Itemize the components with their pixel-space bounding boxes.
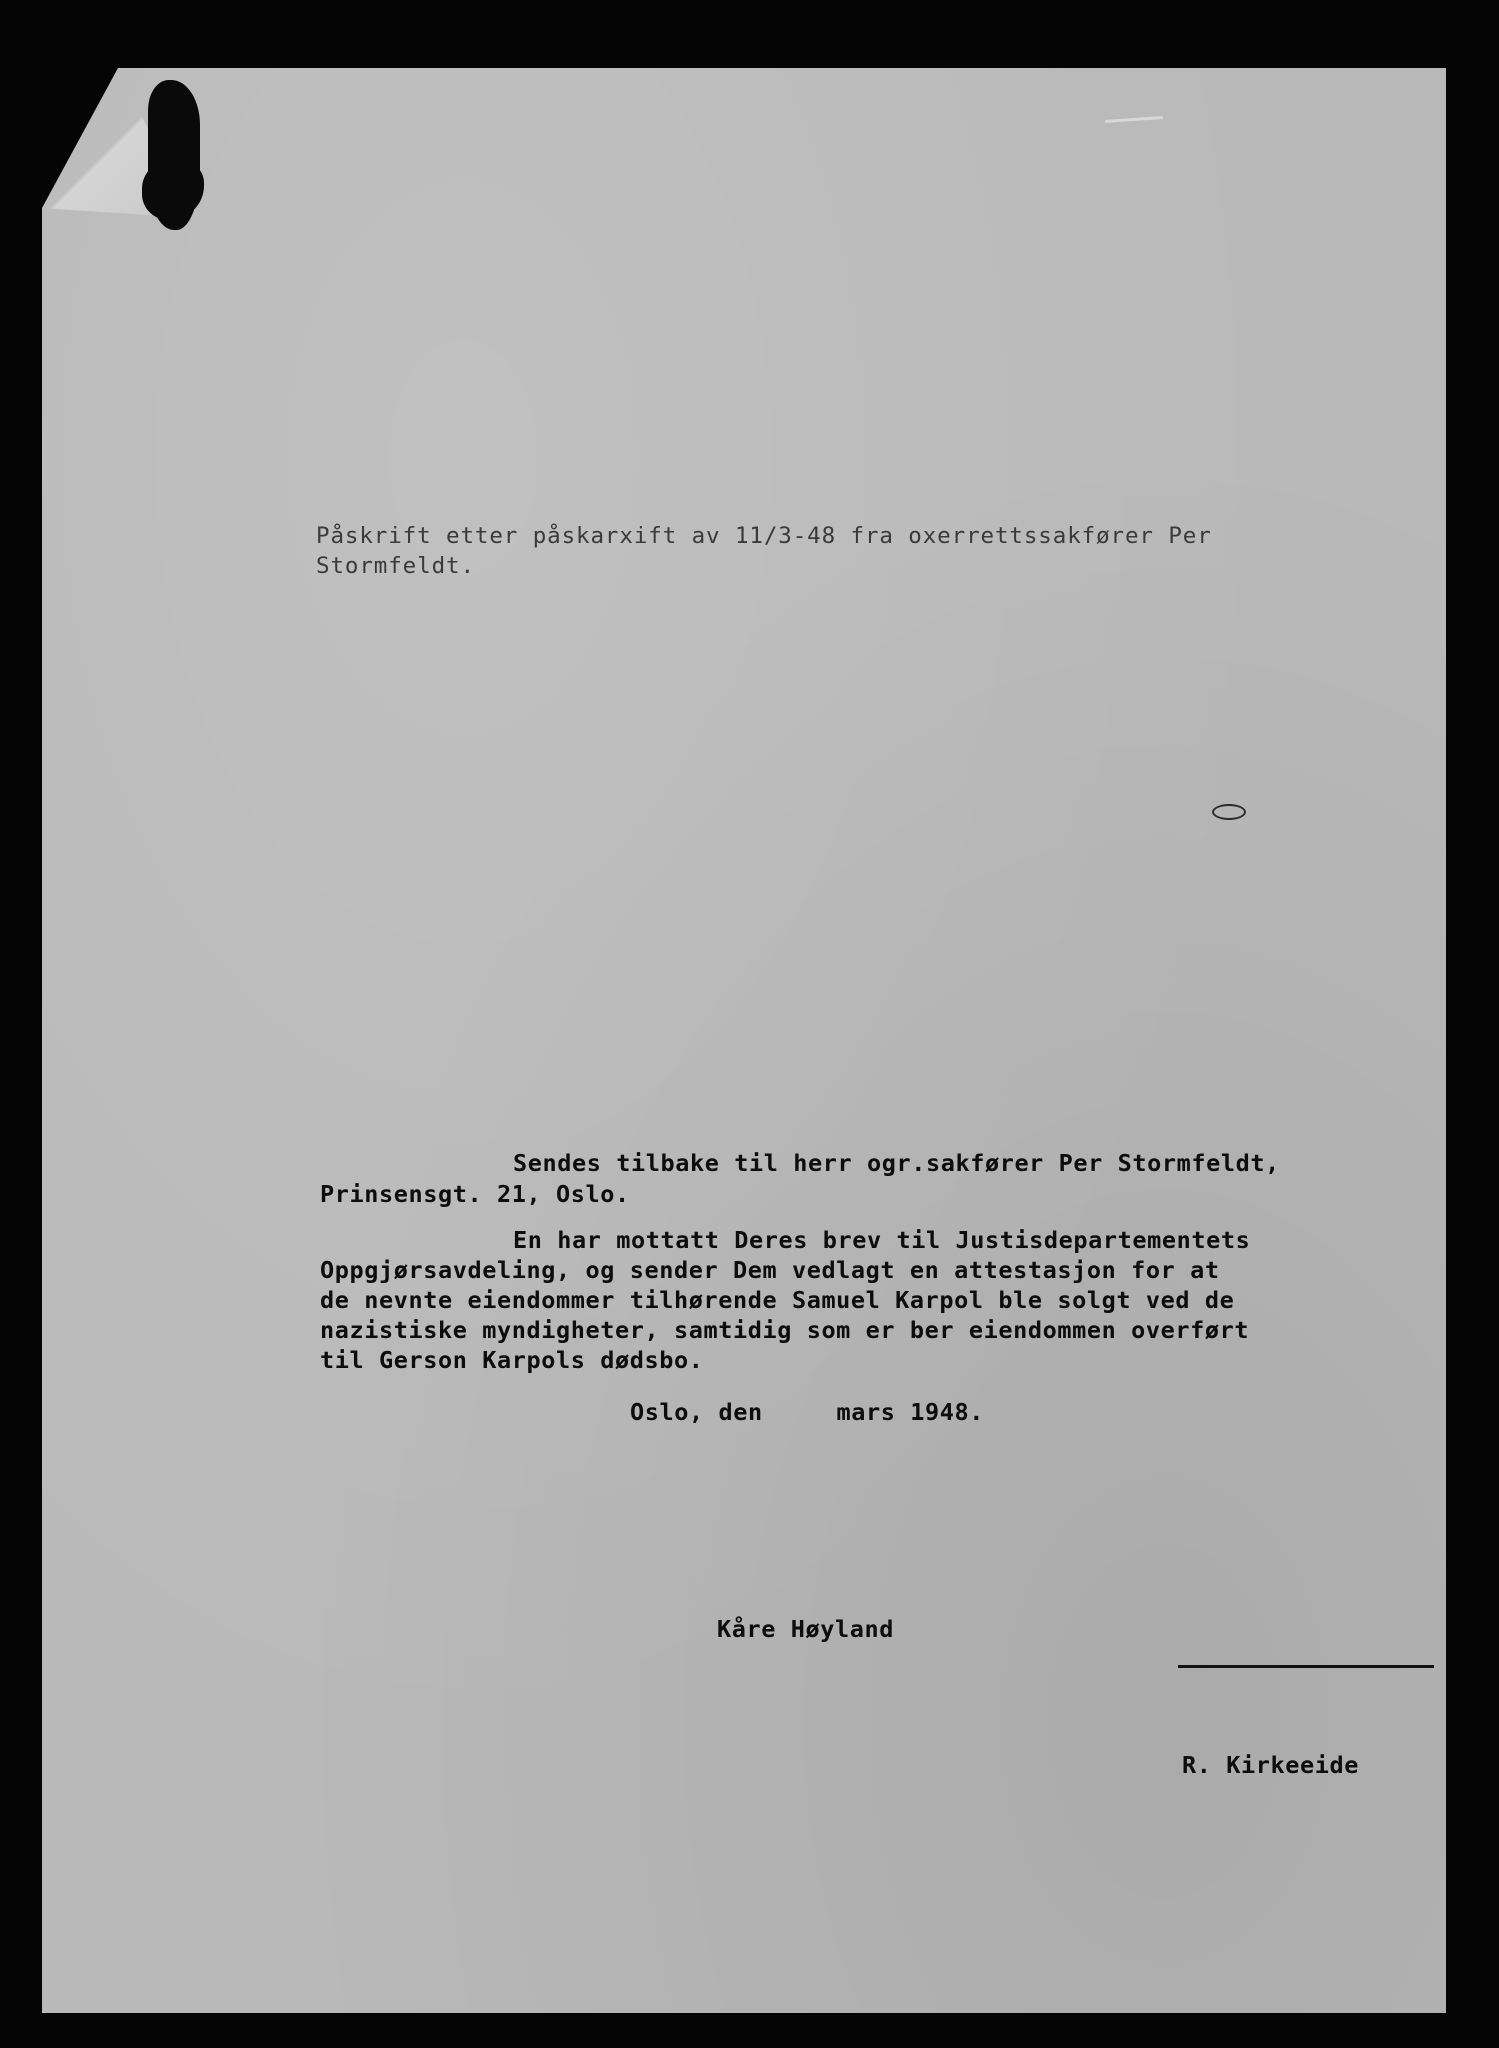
header-line-2: Stormfeldt. [316, 553, 475, 579]
paragraph-1-line-1: Sendes tilbake til herr ogr.sakfører Per Stormfeldt, [513, 1149, 1280, 1177]
signatory-1: Kåre Høyland [717, 1615, 894, 1643]
paper-sheet [42, 68, 1446, 2013]
header-line-1: Påskrift etter påskarxift av 11/3-48 fra oxerrettssakfører Per [316, 523, 1212, 549]
date-line: Oslo, den mars 1948. [630, 1398, 984, 1426]
signatory-2: R. Kirkeeide [1182, 1751, 1359, 1779]
ink-smudge [1212, 804, 1246, 820]
paragraph-2-line-2: Oppgjørsavdeling, og sender Dem vedlagt en attestasjon for at [320, 1256, 1220, 1284]
paragraph-2-line-4: nazistiske myndigheter, samtidig som er ber eiendommen overført [320, 1316, 1250, 1344]
paragraph-2-line-5: til Gerson Karpols dødsbo. [320, 1346, 704, 1374]
signature-line [1178, 1665, 1434, 1668]
paragraph-2-line-1: En har mottatt Deres brev til Justisdepartementets [513, 1226, 1251, 1254]
paragraph-2-line-3: de nevnte eiendommer tilhørende Samuel Karpol ble solgt ved de [320, 1286, 1235, 1314]
paragraph-1-line-2: Prinsensgt. 21, Oslo. [320, 1180, 630, 1208]
